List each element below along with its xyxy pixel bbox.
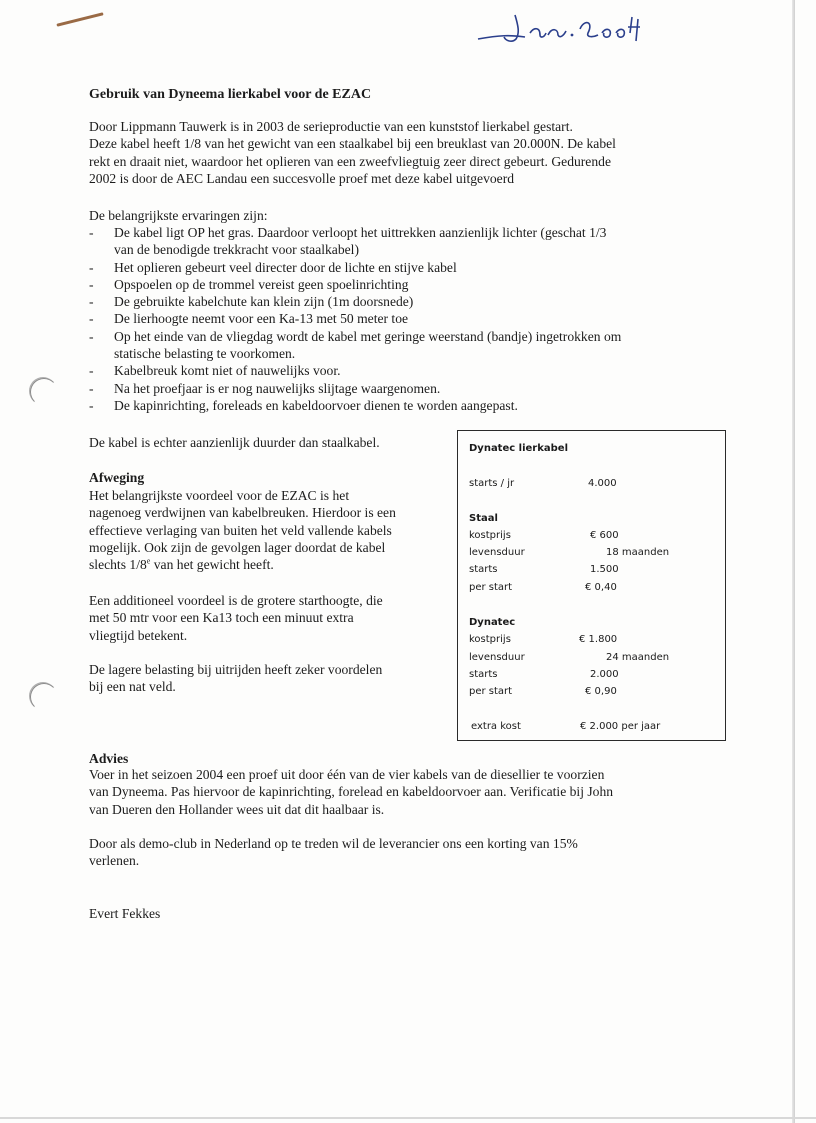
paragraph-line: met 50 mtr voor een Ka13 toch een minuut extra <box>89 610 354 626</box>
list-item-line: - Kabelbreuk komt niet of nauwelijks voor. <box>114 363 341 379</box>
table-label: starts / jr <box>469 478 515 489</box>
table-label: levensduur <box>469 547 525 558</box>
list-item-line: - Na het proefjaar is er nog nauwelijks slijtage waargenomen. <box>114 380 441 396</box>
paragraph-line: verlenen. <box>89 853 140 869</box>
list-item <box>89 328 621 363</box>
paragraph-line: Het belangrijkste voordeel voor de EZAC is het <box>89 488 350 503</box>
list-item <box>89 293 621 310</box>
table-label: kostprijs <box>469 634 511 645</box>
table-section-heading: Dynatec <box>469 617 516 628</box>
table-value: 1.500 <box>590 564 619 575</box>
experiences-heading: De belangrijkste ervaringen zijn: <box>89 208 268 223</box>
page-bottom-edge <box>0 1117 816 1119</box>
intro-paragraph <box>89 118 616 187</box>
intro-line: rekt en draait niet, waardoor het oplieren van een zweefvliegtuig zeer direct gebeurt. Gedurende <box>89 153 611 169</box>
pen-mark <box>56 12 103 27</box>
list-item <box>89 397 621 414</box>
table-value: € 600 <box>590 530 619 541</box>
cost-note: De kabel is echter aanzienlijk duurder dan staalkabel. <box>89 435 380 450</box>
list-item-line: - De kabel ligt OP het gras. Daardoor verloopt het uittrekken aanzienlijk lichter (geschat 1/3 <box>114 225 607 240</box>
afweging-paragraph <box>89 592 383 644</box>
table-value: 4.000 <box>588 478 617 489</box>
intro-line: Deze kabel heeft 1/8 van het gewicht van een staalkabel bij een breuklast van 20.000N. De kabel <box>89 136 616 152</box>
table-value: 2.000 <box>590 669 619 680</box>
list-item <box>89 310 621 327</box>
intro-line: 2002 is door de AEC Landau een succesvolle proef met deze kabel uitgevoerd <box>89 170 515 186</box>
table-label: per start <box>469 582 513 593</box>
table-value: € 2.000 per jaar <box>580 721 661 732</box>
punch-hole <box>30 683 58 711</box>
paragraph-line: van Dueren den Hollander wees uit dat dit haalbaar is. <box>89 801 385 817</box>
superscript: e <box>146 556 151 566</box>
list-item-line: statische belasting te voorkomen. <box>114 346 296 362</box>
table-value: € 1.800 <box>579 634 618 645</box>
list-item-line: - De kapinrichting, foreleads en kabeldoorvoer dienen te worden aangepast. <box>114 397 518 413</box>
list-item-line: - De lierhoogte neemt voor een Ka-13 met 50 meter toe <box>114 311 409 327</box>
afweging-heading: Afweging <box>89 470 145 485</box>
paragraph-line: bij een nat veld. <box>89 679 176 695</box>
table-label: starts <box>469 669 498 680</box>
table-label: per start <box>469 686 513 697</box>
advies-paragraph <box>89 835 578 870</box>
paragraph-line: Door als demo-club in Nederland op te treden wil de leverancier ons een korting van 15% <box>89 836 578 851</box>
list-item-line: - Op het einde van de vliegdag wordt de kabel met geringe weerstand (bandje) ingetrokken om <box>114 328 622 344</box>
paragraph-line: mogelijk. Ook zijn de gevolgen lager doordat de kabel <box>89 539 386 555</box>
table-label: kostprijs <box>469 530 511 541</box>
table-value: 24 maanden <box>606 652 670 663</box>
afweging-paragraph <box>89 661 382 696</box>
paragraph-line: Voer in het seizoen 2004 een proef uit door één van de vier kabels van de diesellier te voorzien <box>89 767 605 782</box>
list-item-line: - Het oplieren gebeurt veel directer door de lichte en stijve kabel <box>114 259 457 275</box>
fraction-text: slechts 1/8 <box>89 557 147 573</box>
paragraph-line <box>89 556 396 573</box>
experiences-list <box>89 224 621 414</box>
table-label: levensduur <box>469 652 525 663</box>
page-edge-shadow <box>792 0 795 1123</box>
advies-heading: Advies <box>89 751 129 766</box>
advies-paragraph <box>89 766 613 818</box>
table-title: Dynatec lierkabel <box>469 443 568 454</box>
list-item-line: - De gebruikte kabelchute kan klein zijn (1m doorsnede) <box>114 294 414 310</box>
handwritten-date <box>470 5 650 50</box>
list-item-line: - Opspoelen op de trommel vereist geen spoelinrichting <box>114 276 409 292</box>
table-section-heading: Staal <box>469 513 498 524</box>
table-value: € 0,40 <box>585 582 617 593</box>
paragraph-line: Een additioneel voordeel is de grotere starthoogte, die <box>89 593 383 608</box>
paragraph-line: vliegtijd betekent. <box>89 627 188 643</box>
table-value: € 0,90 <box>585 686 617 697</box>
paragraph-line-tail: van het gewicht heeft. <box>150 557 274 573</box>
list-item <box>89 380 621 397</box>
list-item-line: van de benodigde trekkracht voor staalkabel) <box>114 242 359 258</box>
signature: Evert Fekkes <box>89 906 161 921</box>
table-label: starts <box>469 564 498 575</box>
paragraph-line: De lagere belasting bij uitrijden heeft zeker voordelen <box>89 662 383 677</box>
paragraph-line: effectieve verlaging van buiten het veld vallende kabels <box>89 522 392 538</box>
intro-line: Door Lippmann Tauwerk is in 2003 de serieproductie van een kunststof lierkabel gestart. <box>89 119 573 134</box>
list-item <box>89 259 621 276</box>
afweging-paragraph <box>89 487 396 573</box>
list-item <box>89 362 621 379</box>
list-item <box>89 224 621 259</box>
cost-table <box>457 430 726 741</box>
table-label: extra kost <box>471 721 521 732</box>
table-value: 18 maanden <box>606 547 670 558</box>
punch-hole <box>30 378 58 406</box>
document-title: Gebruik van Dyneema lierkabel voor de EZAC <box>89 87 372 102</box>
paragraph-line: van Dyneema. Pas hiervoor de kapinrichting, forelead en kabeldoorvoer aan. Verificatie bij John <box>89 784 614 800</box>
list-item <box>89 276 621 293</box>
paragraph-line: nagenoeg verdwijnen van kabelbreuken. Hierdoor is een <box>89 505 396 521</box>
